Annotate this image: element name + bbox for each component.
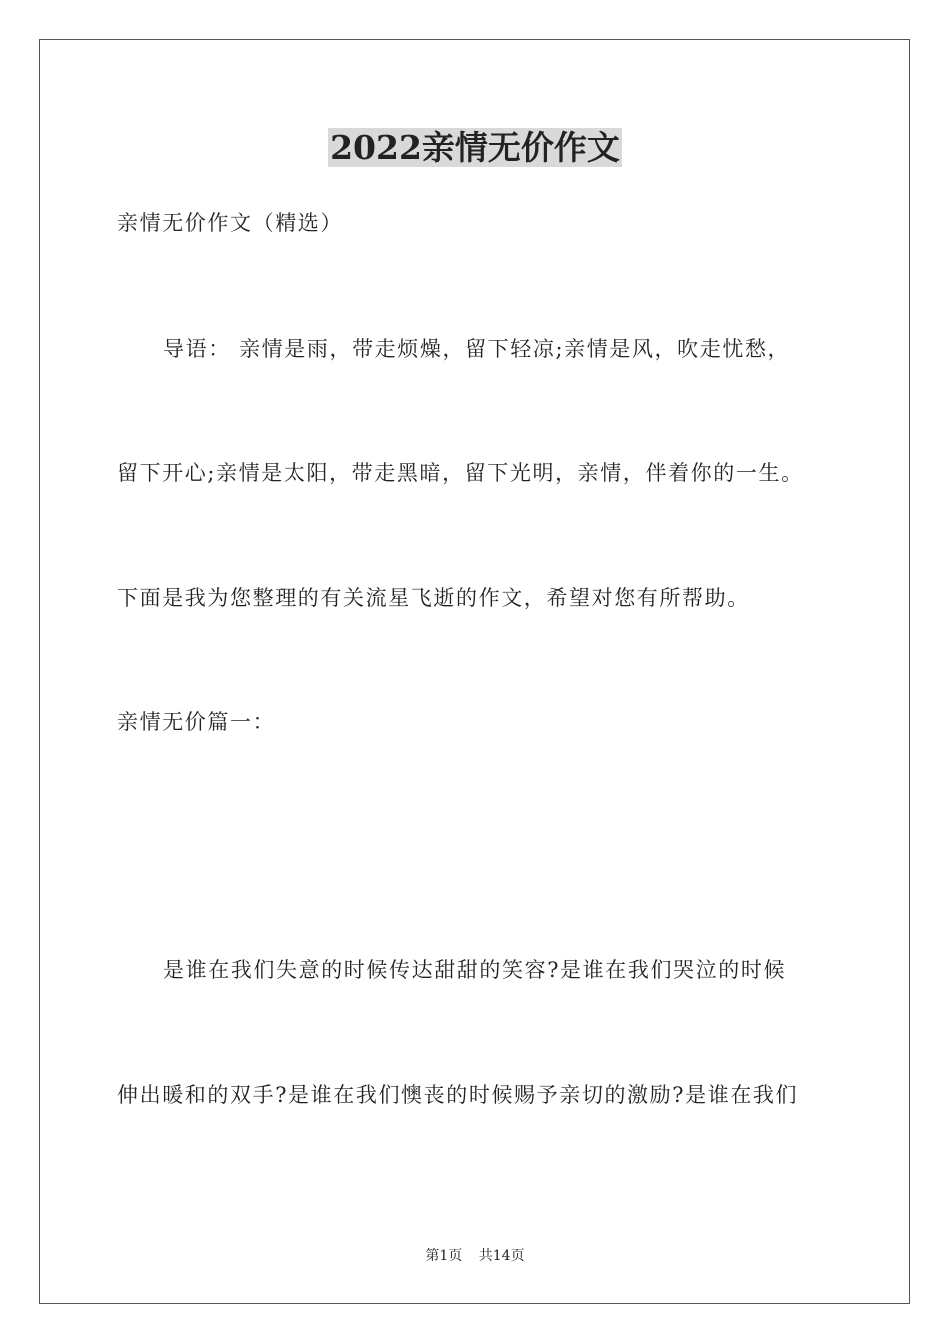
page-footer [0,1247,950,1265]
document-title [0,128,950,168]
section-heading: 亲情无价篇一： [117,710,276,734]
paragraph-line: 留下开心;亲情是太阳，带走黑暗，留下光明，亲情，伴着你的一生。 [117,461,804,485]
page-number: 第1页 [425,1248,463,1264]
page-total: 共14页 [478,1248,525,1264]
subtitle-line: 亲情无价作文（精选） [117,211,343,235]
paragraph-line: 导语： 亲情是雨，带走烦燥，留下轻凉;亲情是风，吹走忧愁， [163,337,791,361]
paragraph-line: 是谁在我们失意的时候传达甜甜的笑容?是谁在我们哭泣的时候 [163,958,787,982]
paragraph-line: 伸出暖和的双手?是谁在我们懊丧的时候赐予亲切的激励?是谁在我们 [117,1083,799,1107]
paragraph-line: 下面是我为您整理的有关流星飞逝的作文，希望对您有所帮助。 [117,586,750,610]
title-text: 2022亲情无价作文 [330,128,620,167]
